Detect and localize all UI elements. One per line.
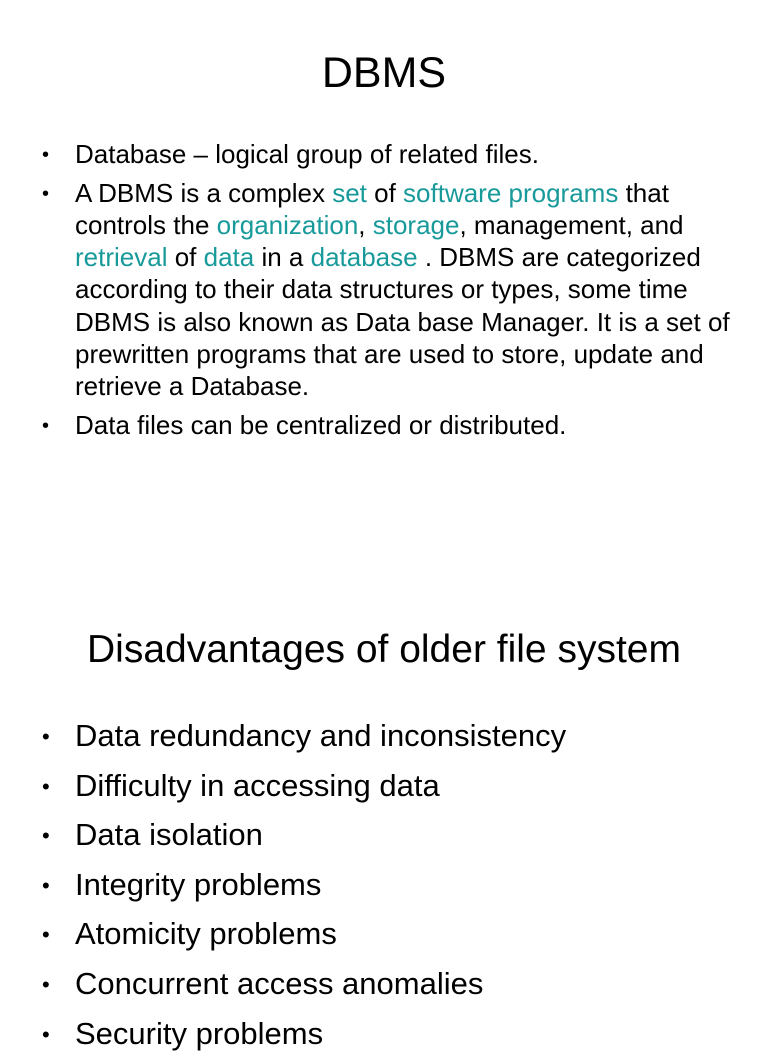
- list-item: [42, 765, 732, 807]
- slide-dbms: [0, 0, 768, 512]
- bullet-text: Database – logical group of related files.: [75, 139, 539, 169]
- bullet-icon: •: [42, 724, 50, 749]
- slide-disadvantages: [0, 512, 768, 1051]
- bullet-list: [42, 715, 732, 1062]
- list-item: [42, 864, 732, 906]
- link-set[interactable]: set: [332, 177, 367, 208]
- bullet-icon: •: [42, 823, 50, 849]
- list-item: [42, 177, 732, 402]
- bullet-icon: •: [42, 144, 50, 166]
- list-item: [42, 913, 732, 955]
- bullet-text: Integrity problems: [75, 866, 322, 902]
- bullet-icon: •: [42, 1021, 50, 1047]
- bullet-icon: •: [42, 773, 50, 799]
- bullet-text: Data isolation: [75, 817, 263, 853]
- bullet-text-segment: of: [167, 242, 204, 273]
- link-organization[interactable]: organization: [216, 210, 359, 240]
- bullet-text: Atomicity problems: [75, 916, 337, 952]
- bullet-text-segment: that controls the: [75, 177, 669, 240]
- link-software-programs[interactable]: software programs: [403, 177, 619, 208]
- list-item: [42, 715, 732, 757]
- bullet-text-segment: ,: [358, 210, 373, 240]
- list-item: [42, 138, 732, 170]
- bullet-list: [42, 138, 732, 448]
- list-item: [42, 1013, 732, 1055]
- bullet-text-segment: in a: [254, 242, 311, 273]
- bullet-icon: •: [42, 922, 50, 948]
- bullet-text: Concurrent access anomalies: [75, 965, 484, 1001]
- link-retrieval[interactable]: retrieval: [75, 242, 168, 273]
- bullet-text-segment: . DBMS are categorized according to their data structures or types, some time DBMS is also known as Data base Manager. It is a set of prewritten programs that are used to store, update and retrieve a Database.: [75, 242, 730, 402]
- link-data[interactable]: data: [203, 242, 255, 273]
- list-item: [42, 409, 732, 441]
- list-item: [42, 814, 732, 856]
- slide-title: Disadvantages of older file system: [87, 628, 681, 671]
- bullet-text-segment: , management, and: [459, 210, 684, 240]
- link-database[interactable]: database: [310, 242, 418, 273]
- bullet-icon: •: [42, 971, 50, 997]
- bullet-text-segment: A DBMS is a complex: [75, 177, 333, 208]
- bullet-text: Data redundancy and inconsistency: [75, 718, 567, 753]
- bullet-text: Security problems: [75, 1015, 324, 1051]
- slide-title: DBMS: [321, 49, 447, 97]
- bullet-text: Difficulty in accessing data: [75, 767, 440, 803]
- bullet-text: Data files can be centralized or distributed.: [75, 409, 567, 440]
- bullet-icon: •: [42, 182, 50, 205]
- bullet-text-segment: of: [366, 177, 404, 208]
- bullet-icon: •: [42, 414, 50, 437]
- link-storage[interactable]: storage: [372, 210, 460, 240]
- bullet-icon: •: [42, 872, 50, 898]
- list-item: [42, 963, 732, 1005]
